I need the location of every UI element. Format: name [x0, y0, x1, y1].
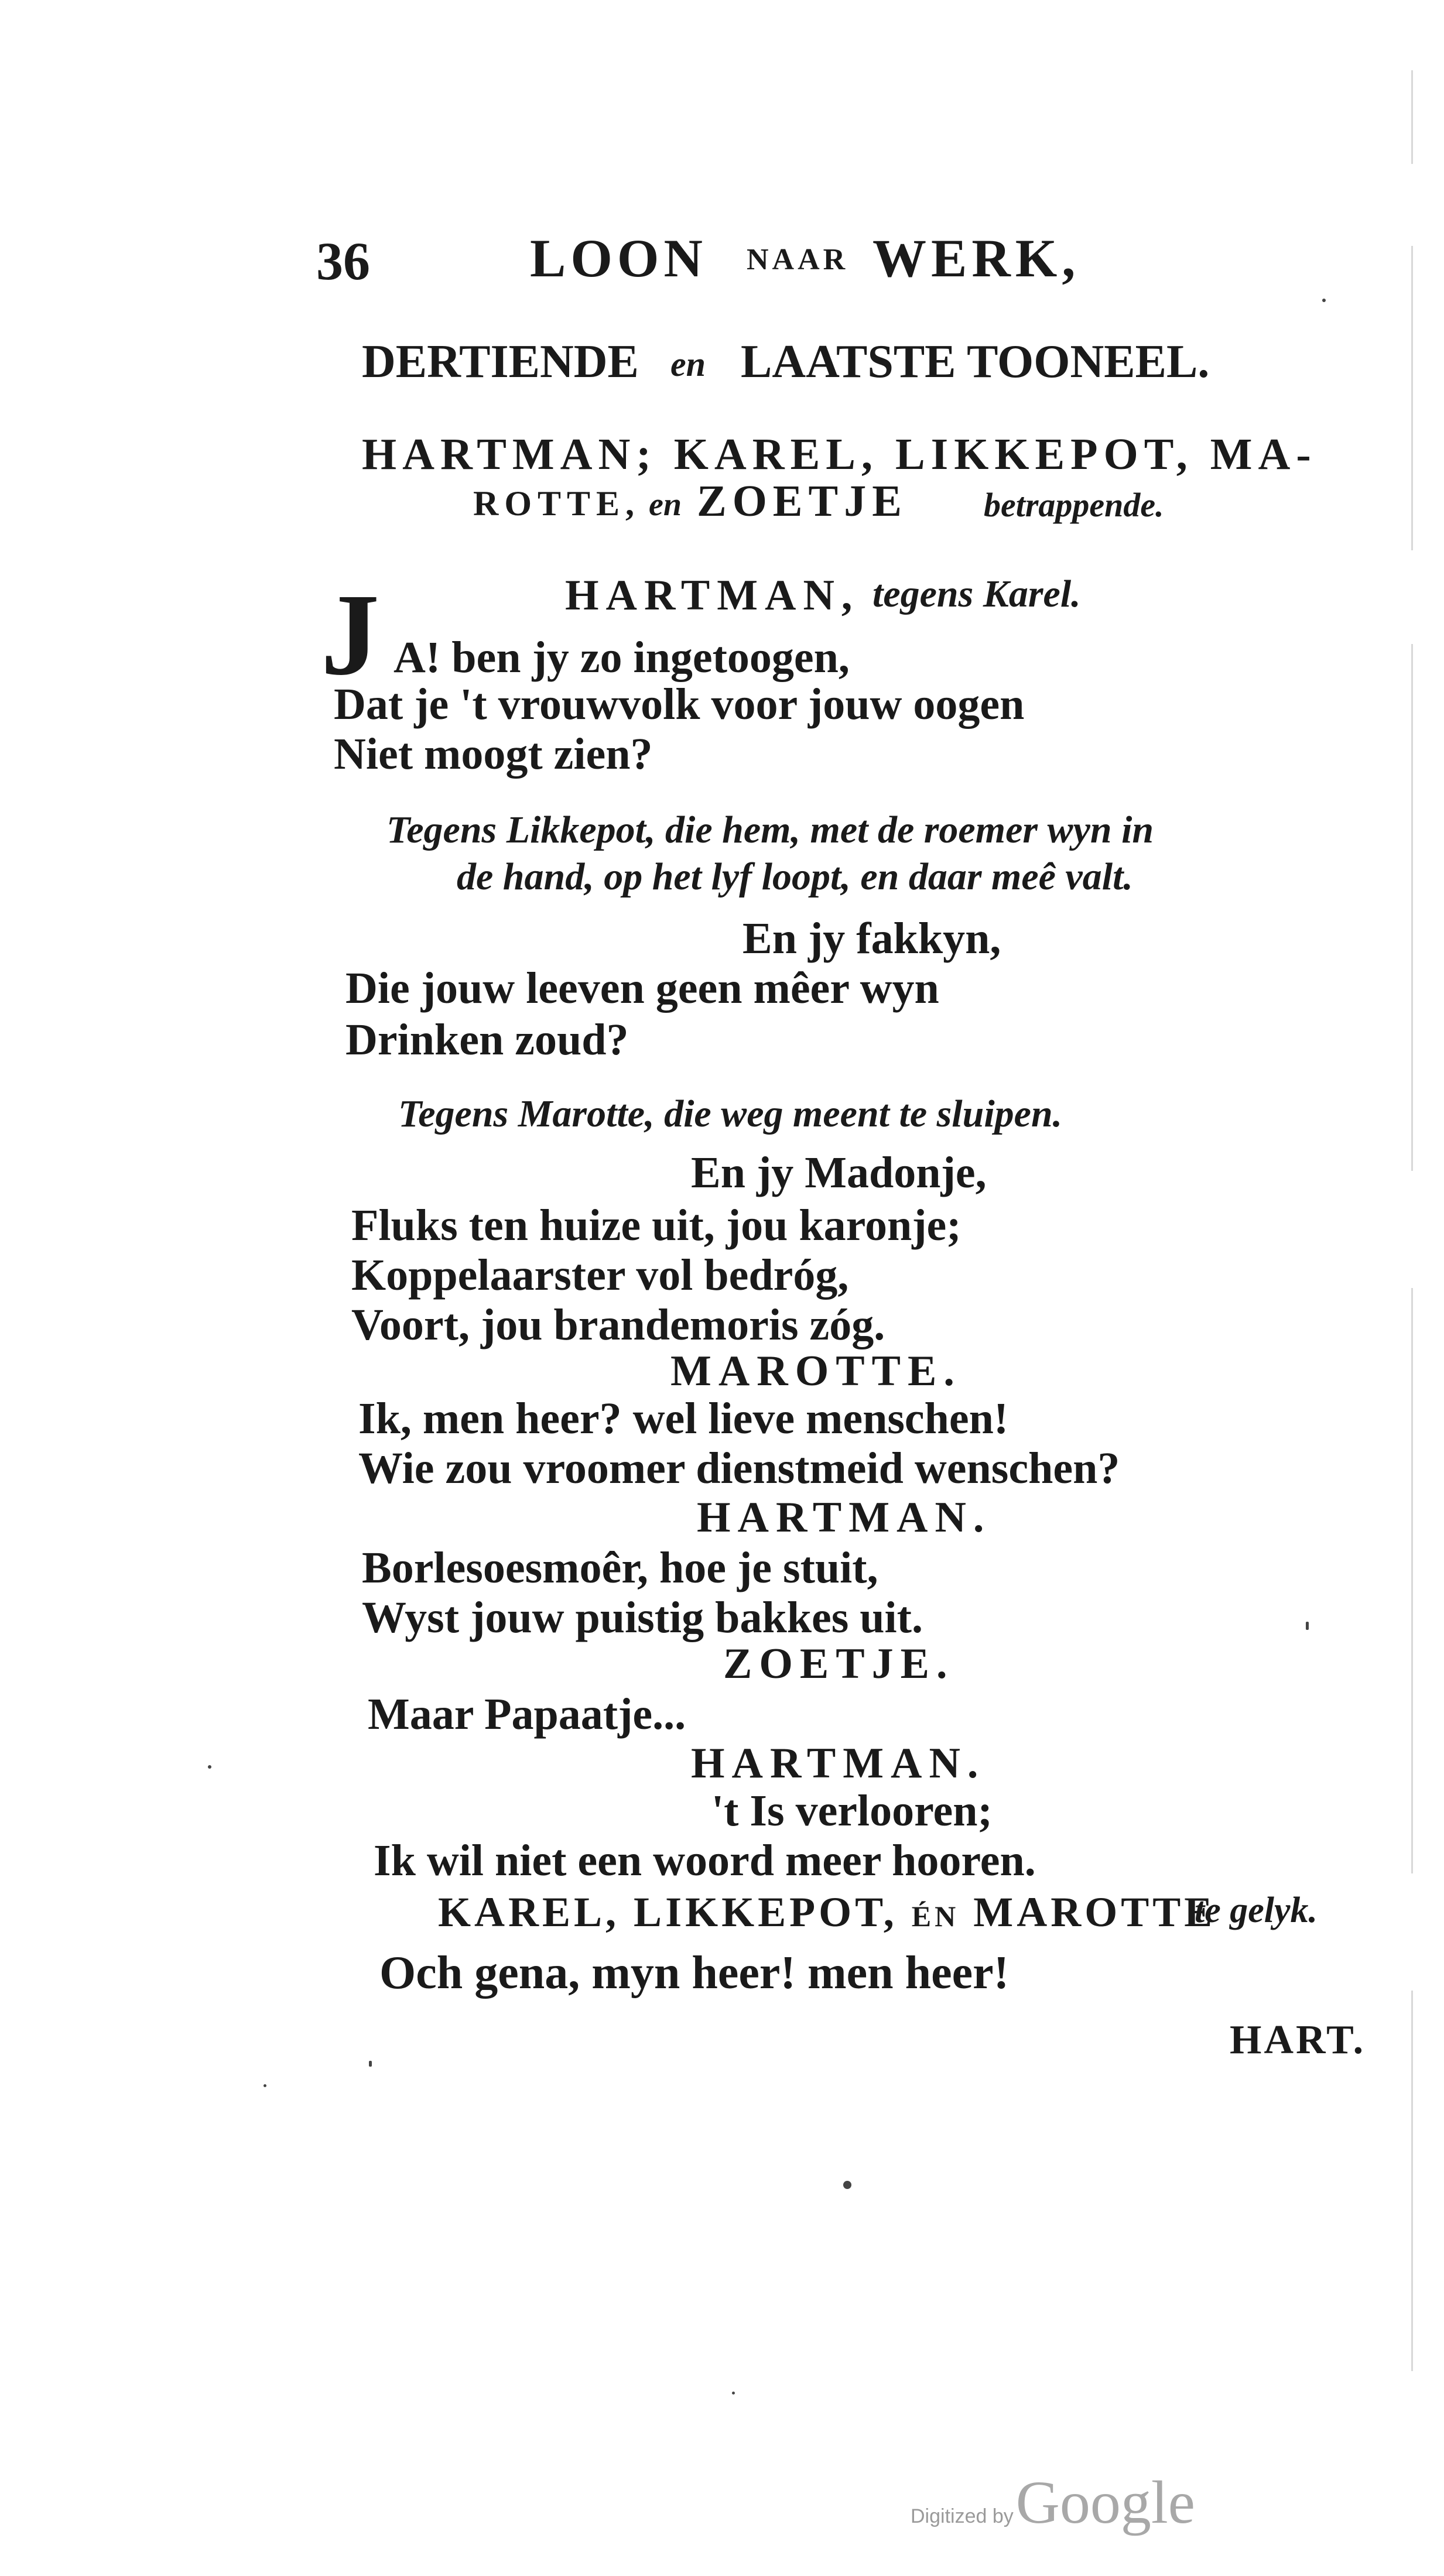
- watermark-small-text: Digitized by: [911, 2505, 1014, 2527]
- scene-title-rest: LAATSTE TOONEEL.: [741, 336, 1210, 388]
- cast-line-2-en: en: [649, 487, 682, 523]
- scan-margin-line: [1411, 1288, 1413, 1873]
- running-title-loon: LOON: [530, 228, 707, 288]
- catchword: HART.: [1230, 2017, 1366, 2063]
- stage-direction-tegens-likkepot-cont: de hand, op het lyf loopt, en daar meê valt.: [457, 855, 1133, 898]
- speaker-hartman: HARTMAN.: [697, 1493, 991, 1542]
- verse-line: Fluks ten huize uit, jou karonje;: [351, 1201, 961, 1250]
- scene-title-en: en: [670, 345, 706, 383]
- verse-line: Niet moogt zien?: [334, 729, 653, 779]
- verse-line: Borlesoesmoêr, hoe je stuit,: [362, 1543, 878, 1592]
- watermark-google-logo: Google: [1015, 2469, 1195, 2536]
- verse-line: En jy Madonje,: [691, 1148, 987, 1197]
- stage-direction-tegens-likkepot: Tegens Likkepot, die hem, met de roemer wyn in: [386, 809, 1154, 851]
- digitized-by-google-watermark: [911, 2468, 1195, 2537]
- verse-line: Dat je 't vrouwvolk voor jouw oogen: [334, 680, 1025, 729]
- cast-line-1: HARTMAN; KAREL, LIKKEPOT, MA-: [362, 430, 1317, 479]
- stage-direction-te-gelyk: te gelyk.: [1195, 1890, 1318, 1930]
- cast-line-2-zoetje: ZOETJE: [697, 477, 908, 526]
- scan-margin-line: [1411, 1991, 1413, 2371]
- verse-line: Voort, jou brandemoris zóg.: [351, 1300, 885, 1349]
- verse-line: Die jouw leeven geen mêer wyn: [345, 964, 939, 1013]
- verse-line: En jy fakkyn,: [742, 914, 1001, 963]
- verse-line: Wie zou vroomer dienstmeid wenschen?: [358, 1444, 1120, 1493]
- verse-line: Wyst jouw puistig bakkes uit.: [362, 1593, 923, 1642]
- speaker-marotte: MAROTTE.: [670, 1347, 961, 1395]
- running-title-werk: WERK,: [872, 228, 1080, 288]
- stage-direction-tegens-karel: tegens Karel.: [872, 573, 1081, 615]
- verse-line: Koppelaarster vol bedróg,: [351, 1251, 849, 1300]
- verse-line: Maar Papaatje...: [368, 1690, 686, 1739]
- scan-speck: [369, 2061, 372, 2067]
- scan-speck: [1322, 299, 1326, 302]
- cast-line-2-betrappende: betrappende.: [984, 486, 1164, 524]
- scan-margin-line: [1411, 246, 1413, 550]
- verse-line: Ik wil niet een woord meer hooren.: [374, 1836, 1036, 1885]
- scan-speck: [732, 2392, 735, 2395]
- speaker-hartman: HARTMAN.: [691, 1739, 986, 1787]
- drop-cap: J: [321, 570, 379, 700]
- scan-speck: [208, 1765, 211, 1769]
- speakers-karel-likkepot-marotte: KAREL, LIKKEPOT, én MAROTTE: [438, 1889, 1216, 1936]
- scene-title-dertiende: DERTIENDE: [362, 336, 639, 388]
- stage-direction-tegens-marotte: Tegens Marotte, die weg meent te sluipen.: [398, 1092, 1063, 1135]
- speaker-hartman: HARTMAN,: [565, 571, 860, 619]
- scan-margin-line: [1411, 644, 1413, 1171]
- verse-line: Ik, men heer? wel lieve menschen!: [358, 1394, 1009, 1443]
- verse-line: Drinken zoud?: [345, 1015, 629, 1064]
- scan-speck: [843, 2181, 851, 2189]
- verse-line: A! ben jy zo ingetoogen,: [393, 633, 850, 682]
- scan-speck: [264, 2084, 266, 2087]
- scan-margin-line: [1411, 70, 1413, 164]
- cast-line-2-marotte: ROTTE,: [473, 484, 641, 523]
- verse-line: 't Is verlooren;: [711, 1786, 993, 1835]
- running-title-naar: NAAR: [747, 243, 849, 276]
- page-number: 36: [316, 231, 370, 291]
- verse-line: Och gena, myn heer! men heer!: [379, 1947, 1010, 1999]
- speaker-zoetje: ZOETJE.: [723, 1640, 954, 1688]
- scan-speck: [1306, 1622, 1309, 1630]
